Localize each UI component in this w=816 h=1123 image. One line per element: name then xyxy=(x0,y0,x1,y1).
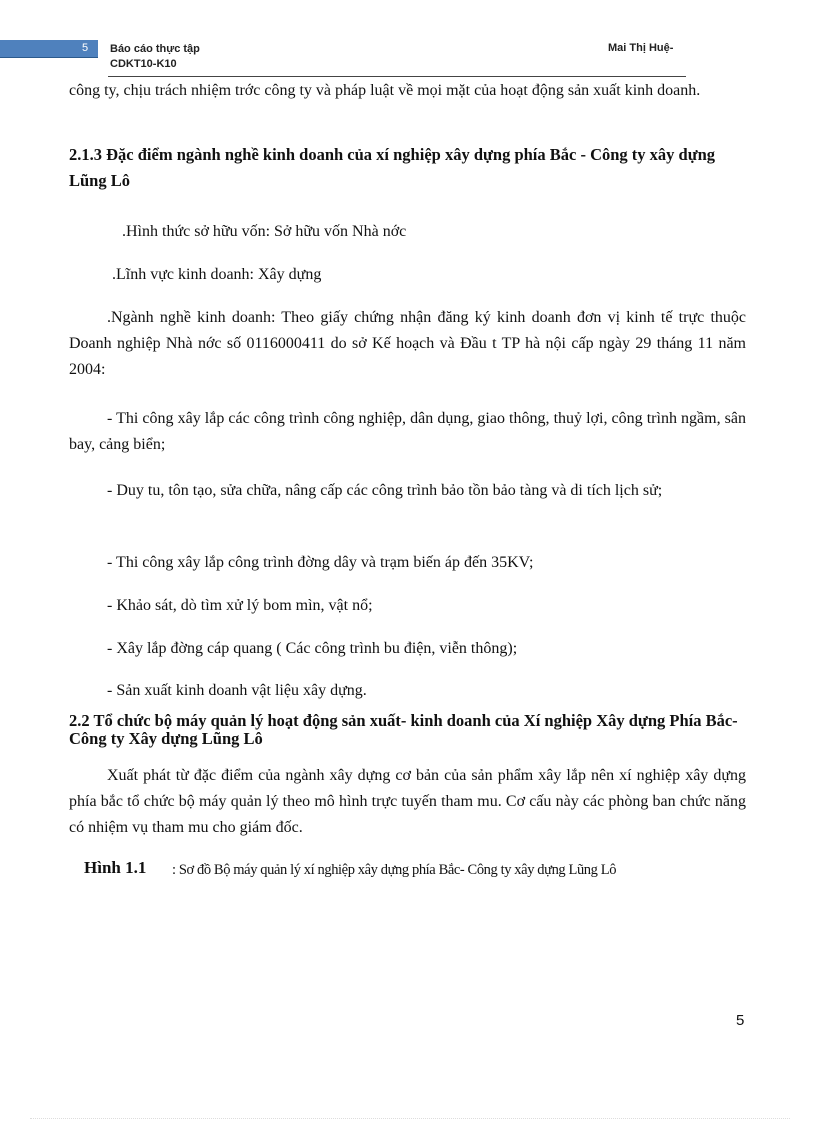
section-heading-2-1-3: 2.1.3 Đặc điểm ngành nghề kinh doanh của xí nghiệp xây dựng phía Bắc - Công ty xây dựng Lũng Lô xyxy=(69,145,716,190)
footer-page-number: 5 xyxy=(736,1012,745,1029)
intro-paragraph: công ty, chịu trách nhiệm trớc công ty và pháp luật về mọi mặt của hoạt động sản xuất kinh doanh. xyxy=(69,82,701,99)
list-item: - Duy tu, tôn tạo, sửa chữa, nâng cấp các công trình bảo tồn bảo tàng và di tích lịch sử; xyxy=(107,482,663,499)
list-item: - Thi công xây lắp công trình đờng dây và trạm biến áp đến 35KV; xyxy=(107,554,534,571)
header-divider xyxy=(108,76,686,77)
page-bottom-border xyxy=(30,1118,790,1119)
header-page-number: 5 xyxy=(81,42,89,54)
structure-paragraph: Xuất phát từ đặc điểm của ngành xây dựng cơ bản của sản phẩm xây lắp nên xí nghiệp xây dựng phía bắc tổ chức bộ máy quản lý theo mô hình trực tuyến tham mu. Cơ cấu này các phòng ban chức năng có nhiệm vụ tham mu cho giám đốc. xyxy=(69,767,746,836)
list-item: - Thi công xây lắp các công trình công nghiệp, dân dụng, giao thông, thuỷ lợi, công trình ngầm, sân bay, cảng biển; xyxy=(69,410,746,453)
header-author: Mai Thị Huệ- xyxy=(608,42,674,54)
section-heading-2-2: 2.2 Tổ chức bộ máy quản lý hoạt động sản xuất- kinh doanh của Xí nghiệp Xây dựng Phía Bắc- Công ty Xây dựng Lũng Lô xyxy=(69,711,738,748)
figure-label: Hình 1.1 xyxy=(84,858,147,877)
header-title xyxy=(110,42,200,72)
business-lines-paragraph: .Ngành nghề kinh doanh: Theo giấy chứng nhận đăng ký kinh doanh đơn vị kinh tế trực thuộc Doanh nghiệp Nhà nớc số 0116000411 do sở Kế hoạch và Đầu t TP hà nội cấp ngày 29 tháng 11 năm 2004: xyxy=(69,309,746,378)
ownership-line: .Hình thức sở hữu vốn: Sở hữu vốn Nhà nớc xyxy=(122,223,407,240)
list-item: - Khảo sát, dò tìm xử lý bom mìn, vật nổ; xyxy=(107,597,373,614)
figure-caption: : Sơ đồ Bộ máy quản lý xí nghiệp xây dựng phía Bắc- Công ty xây dựng Lũng Lô xyxy=(172,862,617,878)
header-title-line1: Báo cáo thực tập xyxy=(110,43,200,55)
business-field-line: .Lĩnh vực kinh doanh: Xây dựng xyxy=(112,266,322,283)
list-item: - Sản xuất kinh doanh vật liệu xây dựng. xyxy=(107,682,367,699)
header-title-line2: CDKT10-K10 xyxy=(110,58,177,70)
list-item: - Xây lắp đờng cáp quang ( Các công trình bu điện, viễn thông); xyxy=(107,640,518,657)
